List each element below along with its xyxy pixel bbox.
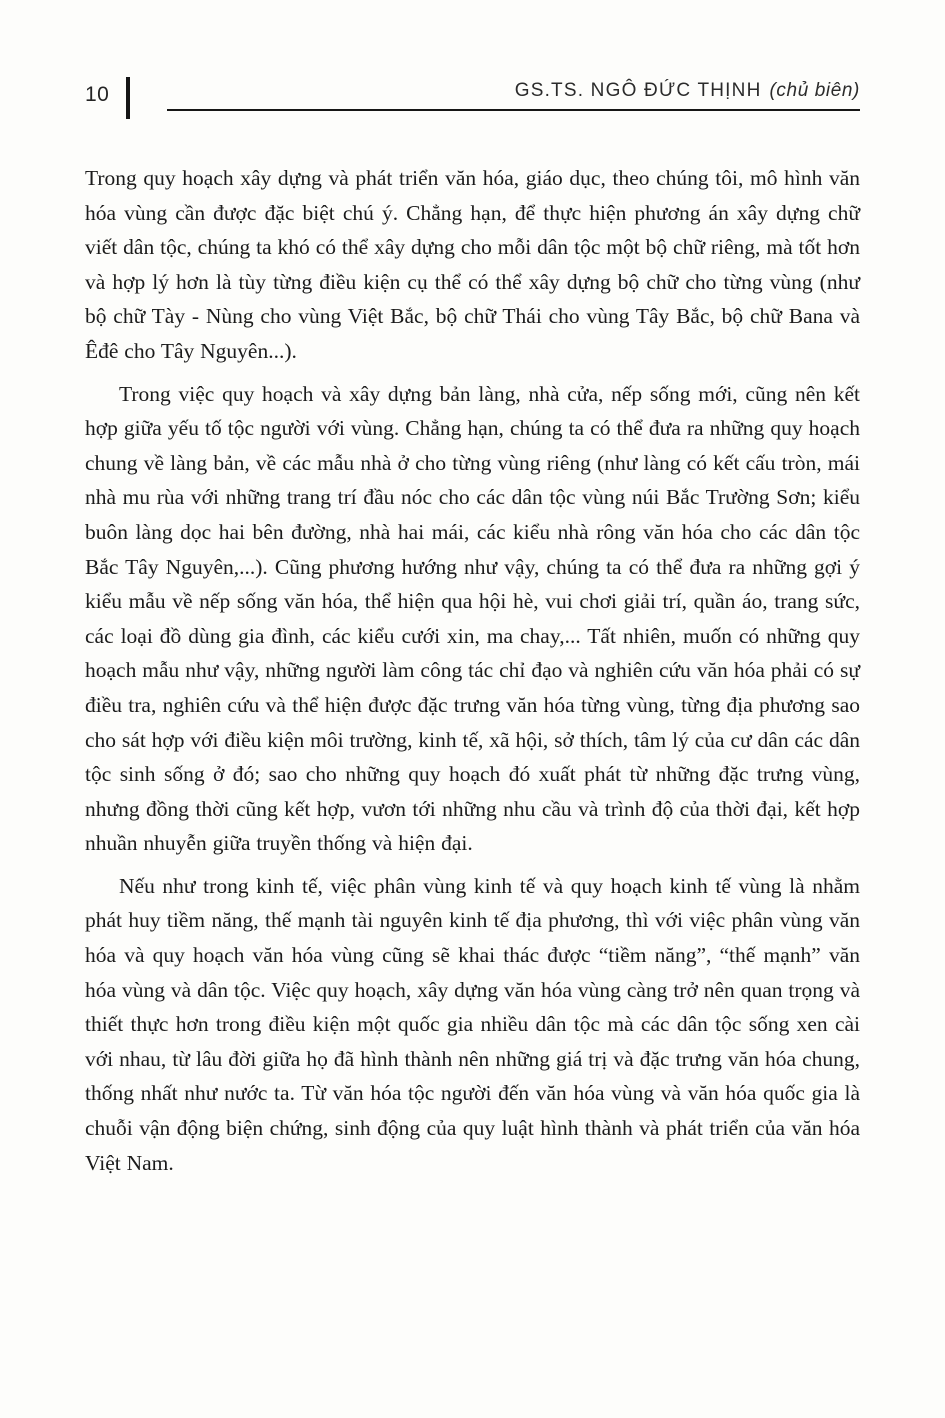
running-header-title: GS.TS. NGÔ ĐỨC THỊNH <box>514 80 762 101</box>
running-header-text <box>167 80 860 109</box>
paragraph: Trong việc quy hoạch và xây dựng bản làng, nhà cửa, nếp sống mới, cũng nên kết hợp giữa yếu tố tộc người với vùng. Chẳng hạn, chúng ta có thể đưa ra những quy hoạch chung về làng bản, về các mẫu nhà ở cho từng vùng riêng (như làng có kết cấu tròn, mái nhà mu rùa với những trang trí đầu nóc cho các dân tộc vùng núi Bắc Trường Sơn; kiểu buôn làng dọc hai bên đường, nhà hai mái, các kiểu nhà rông văn hóa cho các dân tộc Bắc Tây Nguyên,...). Cũng phương hướng như vậy, chúng ta có thể đưa ra những gợi ý kiểu mẫu về nếp sống văn hóa, thể hiện qua hội hè, vui chơi giải trí, quần áo, trang sức, các loại đồ dùng gia đình, các kiểu cưới xin, ma chay,... Tất nhiên, muốn có những quy hoạch mẫu như vậy, những người làm công tác chỉ đạo và nghiên cứu văn hóa phải có sự điều tra, nghiên cứu và thể hiện được đặc trưng văn hóa từng vùng, từng địa phương sao cho sát hợp với điều kiện môi trường, kinh tế, xã hội, sở thích, tâm lý của cư dân các dân tộc sinh sống ở đó; sao cho những quy hoạch đó xuất phát từ những đặc trưng vùng, nhưng đồng thời cũng kết hợp, vươn tới những nhu cầu và trình độ của thời đại, kết hợp nhuần nhuyễn giữa truyền thống và hiện đại. <box>85 381 860 856</box>
paragraph: Nếu như trong kinh tế, việc phân vùng kinh tế và quy hoạch kinh tế vùng là nhằm phát huy tiềm năng, thế mạnh tài nguyên kinh tế địa phương, thì với việc phân vùng văn hóa và quy hoạch văn hóa vùng cũng sẽ khai thác được “tiềm năng”, “thế mạnh” văn hóa vùng và dân tộc. Việc quy hoạch, xây dựng văn hóa vùng càng trở nên quan trọng và thiết thực hơn trong điều kiện một quốc gia nhiều dân tộc mà các dân tộc sống xen cài với nhau, từ lâu đời giữa họ đã hình thành nên những giá trị và đặc trưng văn hóa chung, thống nhất như nước ta. Từ văn hóa tộc người đến văn hóa vùng và văn hóa quốc gia là chuỗi vận động biện chứng, sinh động của quy luật hình thành và phát triển của văn hóa Việt Nam. <box>85 873 860 1175</box>
running-header <box>85 0 860 119</box>
page-number: 10 <box>85 83 110 106</box>
header-rule <box>167 109 860 111</box>
paragraph: Trong quy hoạch xây dựng và phát triển văn hóa, giáo dục, theo chúng tôi, mô hình văn hóa vùng cần được đặc biệt chú ý. Chẳng hạn, để thực hiện phương án xây dựng chữ viết dân tộc, chúng ta khó có thể xây dựng cho mỗi dân tộc một bộ chữ riêng, mà tốt hơn và hợp lý hơn là tùy từng điều kiện cụ thể có thể xây dựng bộ chữ cho từng vùng (như bộ chữ Tày - Nùng cho vùng Việt Bắc, bộ chữ Thái cho vùng Tây Bắc, bộ chữ Bana và Êđê cho Tây Nguyên...). <box>85 166 860 363</box>
page-body <box>85 161 860 1180</box>
running-header-subtitle: (chủ biên) <box>769 80 860 101</box>
header-right <box>167 80 860 111</box>
header-divider-bar <box>126 77 130 119</box>
